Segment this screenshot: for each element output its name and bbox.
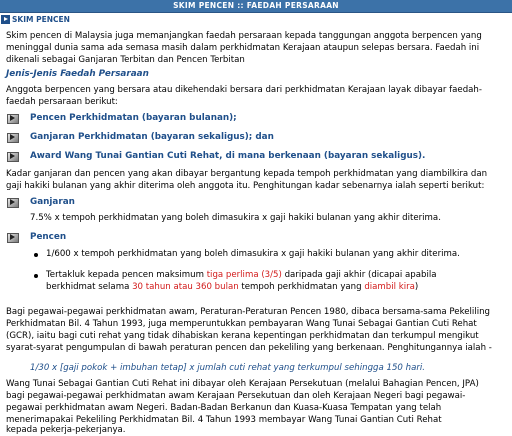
gcr-formula: 1/30 x [gaji pokok + imbuhan tetap] x jumlah cuti rehat yang terkumpul sehingga 150 hari. [30,363,425,373]
jenis-item: Award Wang Tunai Gantian Cuti Rehat, di mana berkenaan (bayaran sekaligus). [30,151,426,161]
intro-line: dikenali sebagai Ganjaran Terbitan dan Pencen Terbitan [6,55,245,65]
bullet-arrow-icon [6,197,18,207]
bullet-dot [34,274,38,278]
text-segment: berkhidmat selama [46,282,133,292]
kadar-text: gaji hakiki bulanan yang akhir diterima oleh anggota itu. Penghitungan kadar sebenarnya ialah seperti berikut: [6,181,485,191]
page-header-title: SKIM PENCEN :: FAEDAH PERSARAAN [173,1,339,10]
jenis-text: faedah persaraan berikut: [6,97,118,107]
kadar-text: Kadar ganjaran dan pencen yang akan dibayar bergantung kepada tempoh perkhidmatan yang diambilkira dan [6,169,488,179]
pegawai-text: (GCR), iaitu bagi cuti rehat yang tidak dihabiskan kerana kepentingan perkhidmatan dan terkumpul mengikut [6,331,479,341]
intro-line: meninggal dunia sama ada semasa masih dalam perkhidmatan Kerajaan ataupun selepas bersara. Faedah ini [6,43,480,53]
highlight-text: tiga perlima (3/5) [206,270,282,280]
pegawai-text: Bagi pegawai-pegawai perkhidmatan awam, Peraturan-Peraturan Pencen 1980, dibaca bersama-sama Pekeliling [6,307,490,317]
jenis-item: Ganjaran Perkhidmatan (bayaran sekaligus); dan [30,132,274,142]
text-segment: daripada gaji akhir (dicapai apabila [281,270,437,280]
jenis-heading: Jenis-Jenis Faedah Persaraan [6,69,149,79]
pencen-max-line1 [46,269,437,281]
bullet-arrow-icon [6,113,18,123]
page-header-bar [0,0,512,13]
bullet-arrow-icon [6,151,18,161]
jenis-text: Anggota berpencen yang bersara atau dikehendaki bersara dari perkhidmatan Kerajaan layak dibayar faedah- [6,85,482,95]
ganjaran-label: Ganjaran [30,197,75,207]
bullet-arrow-icon [6,232,18,242]
highlight-text: 30 tahun atau 360 bulan [132,282,239,292]
highlight-text: diambil kira [364,282,415,292]
bullet-arrow-icon [6,132,18,142]
pencen-max-line2 [46,281,418,293]
text-segment: tempoh perkhidmatan yang [238,282,365,292]
ganjaran-formula: 7.5% x tempoh perkhidmatan yang boleh dimasukira x gaji hakiki bulanan yang akhir diterima. [30,213,441,223]
penutup-text: Wang Tunai Sebagai Gantian Cuti Rehat ini dibayar oleh Kerajaan Persekutuan (melalui Bahagian Pencen, JPA) [6,379,479,389]
jenis-item: Pencen Perkhidmatan (bayaran bulanan); [30,113,237,123]
pencen-formula: 1/600 x tempoh perkhidmatan yang boleh dimasukira x gaji hakiki bulanan yang akhir diterima. [46,249,460,259]
pegawai-text: syarat-syarat pengumpulan di bawah peraturan pencen dan pekeliling yang berkenaan. Penghitungannya ialah - [6,343,492,353]
penutup-text: menerimapakai Pekeliling Perkhidmatan Bil. 4 Tahun 1993 membayar Wang Tunai Gantian Cuti Rehat [6,415,442,425]
pencen-label: Pencen [30,232,67,242]
section-label: SKIM PENCEN [12,14,70,24]
text-segment: ) [414,282,419,292]
text-segment: Tertakluk kepada pencen maksimum [46,270,207,280]
bullet-dot [34,253,38,257]
penutup-text: pegawai perkhidmatan awam Negeri. Badan-Badan Berkanun dan Kuasa-Kuasa Tempatan yang telah [6,403,442,413]
penutup-text: kepada pekerja-pekerjanya. [6,425,126,435]
intro-line: Skim pencen di Malaysia juga memanjangkan faedah persaraan kepada tanggungan anggota berpencen yang [6,31,482,41]
arrow-icon [1,15,10,24]
section-title [0,12,70,26]
penutup-text: bagi pegawai-pegawai perkhidmatan awam Kerajaan Persekutuan dan oleh Kerajaan Negeri bagi pegawai- [6,391,466,401]
pegawai-text: Perkhidmatan Bil. 4 Tahun 1993, juga memperuntukkan pembayaran Wang Tunai Sebagai Gantian Cuti Rehat [6,319,477,329]
